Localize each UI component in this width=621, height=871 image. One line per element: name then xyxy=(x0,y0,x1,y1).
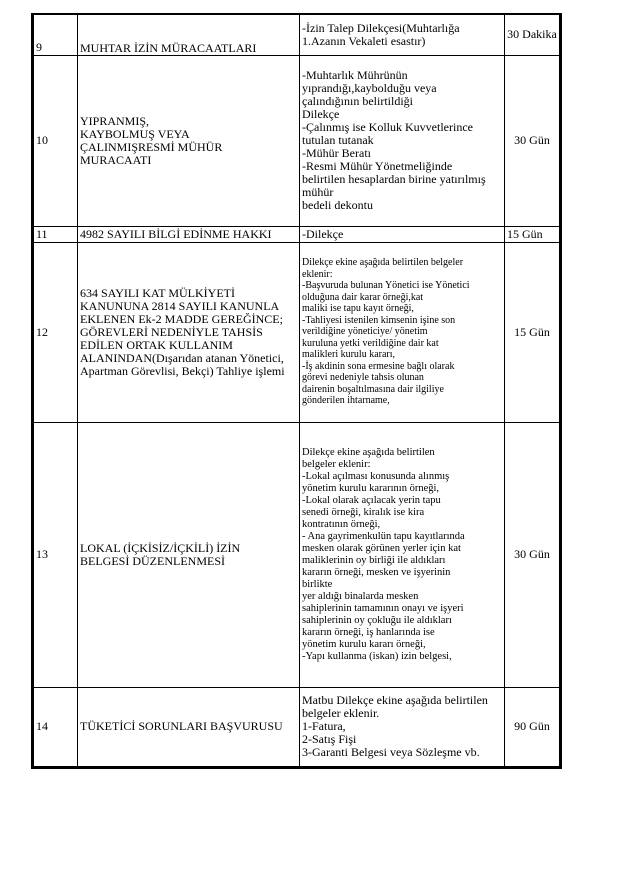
service-name xyxy=(78,242,300,422)
table-row xyxy=(33,242,561,422)
service-line: BELGESİ DÜZENLENMESİ xyxy=(80,553,225,568)
document-line: belirtilen hesaplardan birine yatırılmış xyxy=(302,172,486,186)
document-line: yönetim kurulu kararının örneği, xyxy=(302,482,440,494)
service-name xyxy=(78,14,300,55)
row-number: 13 xyxy=(33,422,78,687)
document-line: 3-Garanti Belgesi veya Sözleşme vb. xyxy=(302,745,480,759)
document-line: kararın örneği, iş hanlarında ise xyxy=(302,626,435,638)
completion-time: 30 Dakika xyxy=(505,14,561,55)
row-number: 9 xyxy=(33,14,78,55)
document-line: -İzin Talep Dilekçesi(Muhtarlığa xyxy=(302,20,460,35)
service-line: 634 SAYILI KAT MÜLKİYETİ xyxy=(80,285,235,300)
service-line: ÇALINMIŞRESMİ MÜHÜR xyxy=(80,139,223,154)
required-documents xyxy=(300,55,505,226)
required-documents xyxy=(300,242,505,422)
document-line: belgeler eklenir. xyxy=(302,706,380,720)
table-row xyxy=(33,55,561,226)
document-line: yıprandığı,kaybolduğu veya xyxy=(302,81,437,95)
document-line: yer aldığı binalarda mesken xyxy=(302,590,419,602)
document-line: birlikte xyxy=(302,578,333,590)
document-line: 2-Satış Fişi xyxy=(302,732,357,746)
services-table xyxy=(31,13,562,769)
document-line: -Çalınmış ise Kolluk Kuvvetlerince xyxy=(302,120,473,134)
service-line: MURACAATI xyxy=(80,152,152,167)
document-line: bedeli dekontu xyxy=(302,198,373,212)
document-line: maliklerinin oy birliği ile aldıkları xyxy=(302,554,446,566)
document-line: çalındığının belirtildiği xyxy=(302,94,413,108)
document-line: Dilekçe ekine aşağıda belirtilen xyxy=(302,446,435,458)
completion-time: 15 Gün xyxy=(505,226,561,242)
service-line: KAYBOLMUŞ VEYA xyxy=(80,126,190,141)
service-line: LOKAL (İÇKİSİZ/İÇKİLİ) İZİN xyxy=(80,540,241,555)
completion-time: 30 Gün xyxy=(505,422,561,687)
service-name xyxy=(78,422,300,687)
required-documents xyxy=(300,14,505,55)
document-line: -Lokal olarak açılacak yerin tapu xyxy=(302,494,441,506)
document-line: -Lokal açılması konusunda alınmış xyxy=(302,470,450,482)
service-line: Apartman Görevlisi, Bekçi) Tahliye işlemi xyxy=(80,363,285,378)
service-line: EDİLEN ORTAK KULLANIM xyxy=(80,337,233,352)
required-documents xyxy=(300,687,505,767)
table-row xyxy=(33,226,561,242)
document-line: -İş akdinin sona ermesine bağlı olarak xyxy=(302,360,455,372)
document-line: kuruluna yetki verildiğine dair kat xyxy=(302,337,439,349)
document-line: -Mühür Beratı xyxy=(302,146,371,160)
service-line: KANUNUNA 2814 SAYILI KANUNLA xyxy=(80,298,280,313)
document-line: sahiplerinin oy çokluğu ile aldıkları xyxy=(302,614,452,626)
document-line: mühür xyxy=(302,185,334,199)
row-number: 12 xyxy=(33,242,78,422)
service-line: TÜKETİCİ SORUNLARI BAŞVURUSU xyxy=(80,719,283,733)
service-line: EKLENEN Ek-2 MADDE GEREĞİNCE; xyxy=(80,311,283,326)
completion-time: 15 Gün xyxy=(505,242,561,422)
document-line: -Dilekçe xyxy=(302,226,344,241)
document-line: -Muhtarlık Mührünün xyxy=(302,68,408,82)
document-line: belgeler eklenir: xyxy=(302,458,371,470)
document-line: - Ana gayrimenkulün tapu kayıtlarında xyxy=(302,530,465,542)
row-number: 11 xyxy=(33,226,78,242)
service-line: ALANINDAN(Dışarıdan atanan Yönetici, xyxy=(80,350,284,365)
required-documents xyxy=(300,422,505,687)
document-line: Dilekçe ekine aşağıda belirtilen belgeler xyxy=(302,257,464,269)
service-line: GÖREVLERİ NEDENİYLE TAHSİS xyxy=(80,324,263,339)
document-line: mesken olarak görünen yerler için kat xyxy=(302,542,461,554)
table-row xyxy=(33,687,561,767)
document-line: -Resmi Mühür Yönetmeliğinde xyxy=(302,159,453,173)
document-line: görevi nedeniyle tahsis olunan xyxy=(302,372,424,384)
document-line: verildiğine yöneticiye/ yönetim xyxy=(302,326,428,338)
document-line: sahiplerinin tamamının onayı ve işyeri xyxy=(302,602,464,614)
document-line: Dilekçe xyxy=(302,107,340,121)
service-line: 4982 SAYILI BİLGİ EDİNME HAKKI xyxy=(80,226,272,241)
document-line: 1-Fatura, xyxy=(302,719,346,733)
document-line: kontratının örneği, xyxy=(302,518,381,530)
service-line: MUHTAR İZİN MÜRACAATLARI xyxy=(80,40,257,55)
document-line: gönderilen ihtarname, xyxy=(302,395,390,407)
table-row xyxy=(33,14,561,55)
service-name xyxy=(78,55,300,226)
completion-time: 30 Gün xyxy=(505,55,561,226)
service-name xyxy=(78,226,300,242)
service-line: YIPRANMIŞ, xyxy=(80,113,150,128)
completion-time: 90 Gün xyxy=(505,687,561,767)
document-line: -Yapı kullanma (iskan) izin belgesi, xyxy=(302,650,452,662)
required-documents xyxy=(300,226,505,242)
row-number: 10 xyxy=(33,55,78,226)
document-line: eklenir: xyxy=(302,268,333,280)
document-line: 1.Azanın Vekaleti esastır) xyxy=(302,33,426,48)
document-line: Matbu Dilekçe ekine aşağıda belirtilen xyxy=(302,693,488,707)
document-line: maliki ise tapu kayıt örneği, xyxy=(302,303,414,315)
document-line: tutulan tutanak xyxy=(302,133,374,147)
row-number: 14 xyxy=(33,687,78,767)
service-name xyxy=(78,687,300,767)
document-line: -Başvuruda bulunan Yönetici ise Yönetici xyxy=(302,280,470,292)
document-line: malikleri kurulu kararı, xyxy=(302,349,396,361)
document-line: olduğuna dair karar örneği,kat xyxy=(302,291,424,303)
document-line: senedi örneği, kiralık ise kira xyxy=(302,506,425,518)
table-row xyxy=(33,422,561,687)
document-line: yönetim kurulu kararı örneği, xyxy=(302,638,426,650)
document-line: dairenin boşaltılmasına dair ilgiliye xyxy=(302,383,444,395)
document-line: kararın örneği, mesken ve işyerinin xyxy=(302,566,451,578)
document-line: -Tahliyesi istenilen kimsenin işine son xyxy=(302,314,456,326)
